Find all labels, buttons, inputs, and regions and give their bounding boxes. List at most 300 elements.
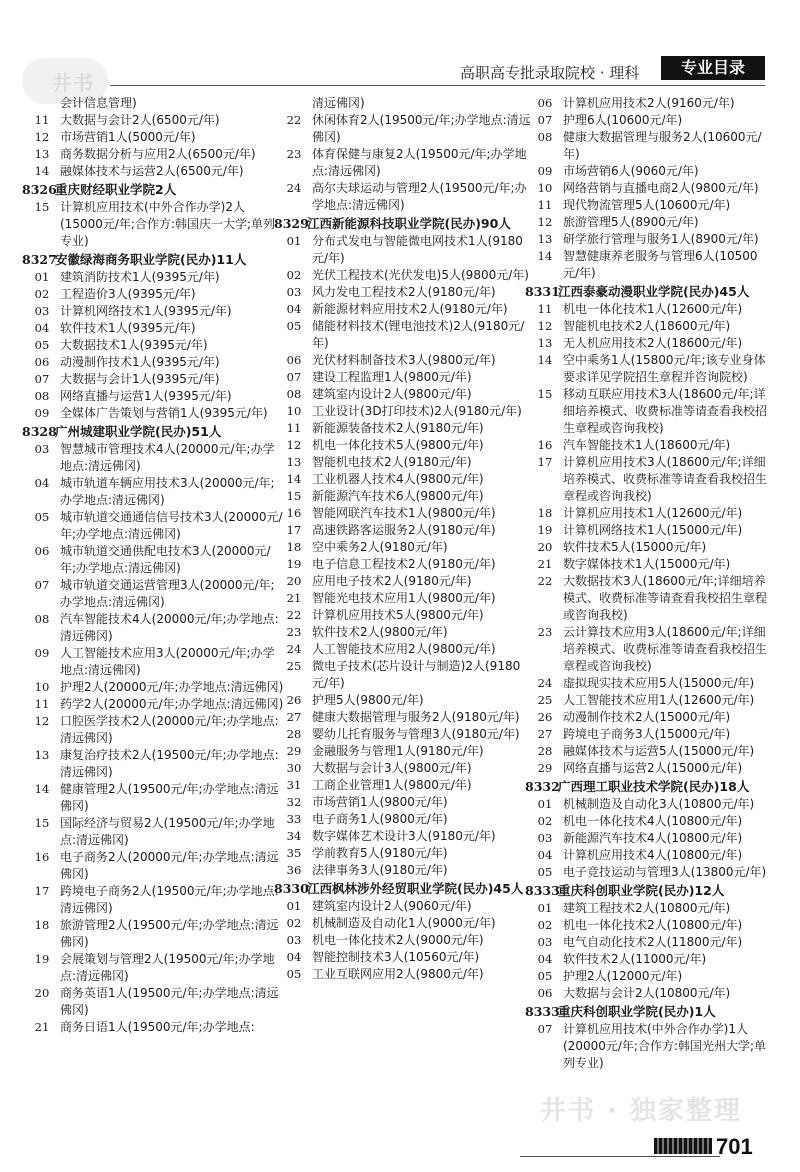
major-code: 13 bbox=[537, 336, 553, 350]
major-text: 应用电子技术2人(9180元/年) bbox=[312, 574, 472, 588]
major-code: 04 bbox=[34, 321, 50, 335]
major-entry bbox=[282, 658, 532, 692]
major-text: 商务日语1人(19500元/年;办学地点: bbox=[60, 1020, 255, 1034]
major-entry bbox=[30, 371, 285, 388]
major-text: 大数据与会计1人(9395元/年) bbox=[60, 372, 220, 386]
major-code: 12 bbox=[286, 438, 302, 452]
major-entry bbox=[533, 556, 773, 573]
major-text: 新能源装备技术2人(9180元/年) bbox=[312, 421, 484, 435]
school-name: 江西泰豪动漫职业学院(民办)45人 bbox=[558, 284, 750, 299]
major-text: 计算机网络技术1人(9395元/年) bbox=[60, 304, 232, 318]
major-text: 空中乘务1人(15800元/年;该专业身体要求详见学院招生章程并咨询院校) bbox=[563, 353, 766, 384]
major-code: 20 bbox=[537, 540, 553, 554]
major-entry bbox=[30, 781, 285, 815]
major-entry bbox=[30, 303, 285, 320]
major-code: 15 bbox=[286, 489, 302, 503]
major-text: 跨境电子商务3人(15000元/年) bbox=[563, 727, 731, 741]
major-entry bbox=[533, 743, 773, 760]
major-text: 智慧健康养老服务与管理6人(10500元/年) bbox=[563, 249, 758, 280]
major-entry bbox=[282, 471, 532, 488]
major-entry bbox=[533, 352, 773, 386]
major-entry bbox=[533, 197, 773, 214]
major-entry bbox=[282, 932, 532, 949]
major-code: 03 bbox=[34, 442, 50, 456]
major-text: 市场营销6人(9060元/年) bbox=[563, 164, 699, 178]
major-entry bbox=[30, 475, 285, 509]
major-code: 26 bbox=[537, 710, 553, 724]
major-text: 智能机电技术2人(9180元/年) bbox=[312, 455, 472, 469]
header-divider bbox=[110, 85, 765, 86]
major-code: 24 bbox=[286, 181, 302, 195]
major-entry bbox=[30, 747, 285, 781]
major-text: 大数据与会计2人(10800元/年) bbox=[563, 986, 731, 1000]
major-code: 08 bbox=[34, 389, 50, 403]
major-entry bbox=[533, 129, 773, 163]
major-code: 02 bbox=[537, 918, 553, 932]
major-text: 护理6人(10600元/年) bbox=[563, 113, 683, 127]
major-text: 健康大数据管理与服务2人(9180元/年) bbox=[312, 710, 520, 724]
major-code: 18 bbox=[537, 506, 553, 520]
school-code: 8327 bbox=[22, 252, 57, 267]
major-text: 法律事务3人(9180元/年) bbox=[312, 863, 448, 877]
major-code: 15 bbox=[537, 387, 553, 401]
major-text: 软件技术2人(9800元/年) bbox=[312, 625, 448, 639]
major-entry bbox=[282, 641, 532, 658]
major-entry bbox=[533, 180, 773, 197]
major-code: 08 bbox=[286, 387, 302, 401]
major-text: 微电子技术(芯片设计与制造)2人(9180元/年) bbox=[312, 659, 521, 690]
major-code: 06 bbox=[34, 355, 50, 369]
major-entry bbox=[30, 388, 285, 405]
school-name: 重庆科创职业学院(民办)1人 bbox=[558, 1004, 716, 1019]
major-text: 分布式发电与智能微电网技术1人(9180元/年) bbox=[312, 234, 523, 265]
major-code: 15 bbox=[34, 816, 50, 830]
major-entry bbox=[30, 199, 285, 250]
major-code: 30 bbox=[286, 761, 302, 775]
major-code: 22 bbox=[537, 574, 553, 588]
major-code: 35 bbox=[286, 846, 302, 860]
major-entry bbox=[282, 420, 532, 437]
major-code: 18 bbox=[34, 918, 50, 932]
major-text: 计算机应用技术(中外合作办学)1人(20000元/年;合作方:韩国光州大学;单列专业) bbox=[563, 1022, 767, 1070]
major-code: 01 bbox=[286, 899, 302, 913]
major-text: 口腔医学技术2人(20000元/年;办学地点:清远佛冈) bbox=[60, 714, 279, 745]
major-code: 05 bbox=[34, 510, 50, 524]
major-text: 智能网联汽车技术1人(9800元/年) bbox=[312, 506, 496, 520]
major-text: 护理2人(12000元/年) bbox=[563, 969, 683, 983]
major-entry bbox=[282, 949, 532, 966]
major-text: 建筑消防技术1人(9395元/年) bbox=[60, 270, 220, 284]
major-entry bbox=[533, 214, 773, 231]
major-text: 国际经济与贸易2人(19500元/年;办学地点:清远佛冈) bbox=[60, 816, 275, 847]
major-text: 城市轨道交通通信信号技术3人(20000元/年;办学地点:清远佛冈) bbox=[60, 510, 283, 541]
major-code: 06 bbox=[537, 96, 553, 110]
major-text: 云计算技术应用3人(18600元/年;详细培养模式、收费标准等请查看我校招生章程或咨询我校) bbox=[563, 625, 768, 673]
major-entry bbox=[30, 696, 285, 713]
school-heading bbox=[525, 283, 773, 301]
major-code: 11 bbox=[34, 113, 50, 127]
major-text: 动漫制作技术1人(9395元/年) bbox=[60, 355, 220, 369]
major-text: 康复治疗技术2人(19500元/年;办学地点:清远佛冈) bbox=[60, 748, 279, 779]
major-text: 计算机应用技术4人(10800元/年) bbox=[563, 848, 743, 862]
major-code: 19 bbox=[537, 523, 553, 537]
major-code: 13 bbox=[537, 232, 553, 246]
major-entry bbox=[533, 163, 773, 180]
school-code: 8333 bbox=[525, 1004, 560, 1019]
major-code: 05 bbox=[537, 865, 553, 879]
major-text: 计算机应用技术2人(9160元/年) bbox=[563, 96, 735, 110]
major-text: 休闲体育2人(19500元/年;办学地点:清远佛冈) bbox=[312, 113, 531, 144]
major-text: 人工智能技术应用3人(20000元/年;办学地点:清远佛冈) bbox=[60, 646, 275, 677]
major-code: 02 bbox=[286, 268, 302, 282]
major-code: 29 bbox=[537, 761, 553, 775]
major-entry bbox=[282, 556, 532, 573]
major-entry bbox=[282, 845, 532, 862]
major-code: 07 bbox=[34, 372, 50, 386]
major-text: 计算机应用技术5人(9800元/年) bbox=[312, 608, 484, 622]
major-text: 健康大数据管理与服务2人(10600元/年) bbox=[563, 130, 762, 161]
major-text: 智能控制技术3人(10560元/年) bbox=[312, 950, 480, 964]
major-code: 09 bbox=[537, 164, 553, 178]
major-entry bbox=[282, 369, 532, 386]
major-text: 汽车智能技术4人(20000元/年;办学地点:清远佛冈) bbox=[60, 612, 279, 643]
continued-text: 清远佛冈) bbox=[312, 96, 365, 110]
major-entry bbox=[30, 337, 285, 354]
major-code: 22 bbox=[286, 608, 302, 622]
major-code: 01 bbox=[286, 234, 302, 248]
major-code: 07 bbox=[537, 1022, 553, 1036]
major-text: 工业互联网应用2人(9800元/年) bbox=[312, 967, 484, 981]
major-text: 数字媒体技术1人(15000元/年) bbox=[563, 557, 731, 571]
major-code: 13 bbox=[34, 748, 50, 762]
major-entry bbox=[30, 985, 285, 1019]
major-text: 商务英语1人(19500元/年;办学地点:清远佛冈) bbox=[60, 986, 279, 1017]
major-text: 会展策划与管理2人(19500元/年;办学地点:清远佛冈) bbox=[60, 952, 275, 983]
major-entry bbox=[282, 624, 532, 641]
major-code: 21 bbox=[34, 1020, 50, 1034]
major-text: 护理5人(9800元/年) bbox=[312, 693, 424, 707]
major-code: 03 bbox=[286, 285, 302, 299]
major-entry bbox=[282, 915, 532, 932]
major-entry bbox=[533, 760, 773, 777]
school-name: 重庆科创职业学院(民办)12人 bbox=[558, 883, 725, 898]
major-entry bbox=[533, 95, 773, 112]
major-code: 02 bbox=[286, 916, 302, 930]
major-text: 建筑室内设计2人(9800元/年) bbox=[312, 387, 472, 401]
major-entry bbox=[533, 335, 773, 352]
school-code: 8330 bbox=[274, 881, 309, 896]
school-name: 安徽绿海商务职业学院(民办)11人 bbox=[55, 252, 247, 267]
major-text: 建筑室内设计2人(9060元/年) bbox=[312, 899, 472, 913]
major-entry bbox=[282, 573, 532, 590]
major-code: 04 bbox=[537, 848, 553, 862]
major-entry bbox=[30, 917, 285, 951]
major-code: 09 bbox=[34, 406, 50, 420]
major-code: 28 bbox=[537, 744, 553, 758]
major-text: 汽车智能技术1人(18600元/年) bbox=[563, 438, 731, 452]
major-text: 储能材料技术(锂电池技术)2人(9180元/年) bbox=[312, 319, 525, 350]
major-code: 12 bbox=[34, 130, 50, 144]
major-text: 电子商务1人(9800元/年) bbox=[312, 812, 448, 826]
major-entry bbox=[30, 679, 285, 696]
major-entry bbox=[533, 248, 773, 282]
major-code: 14 bbox=[537, 249, 553, 263]
school-heading bbox=[22, 251, 285, 269]
major-entry bbox=[533, 985, 773, 1002]
major-text: 融媒体技术与运营5人(15000元/年) bbox=[563, 744, 755, 758]
major-code: 20 bbox=[286, 574, 302, 588]
major-text: 动漫制作技术2人(15000元/年) bbox=[563, 710, 731, 724]
major-entry bbox=[30, 320, 285, 337]
major-code: 06 bbox=[34, 544, 50, 558]
major-entry bbox=[30, 129, 285, 146]
major-entry bbox=[30, 354, 285, 371]
major-entry bbox=[282, 301, 532, 318]
major-code: 07 bbox=[286, 370, 302, 384]
major-entry bbox=[282, 386, 532, 403]
major-code: 07 bbox=[537, 113, 553, 127]
major-text: 人工智能技术应用2人(9800元/年) bbox=[312, 642, 496, 656]
major-entry bbox=[533, 1021, 773, 1072]
major-entry bbox=[282, 488, 532, 505]
school-heading bbox=[22, 181, 285, 199]
major-code: 19 bbox=[34, 952, 50, 966]
major-text: 机电一体化技术2人(9000元/年) bbox=[312, 933, 484, 947]
school-name: 广西理工职业技术学院(民办)18人 bbox=[558, 779, 750, 794]
major-text: 虚拟现实技术应用5人(15000元/年) bbox=[563, 676, 755, 690]
major-code: 05 bbox=[537, 969, 553, 983]
major-text: 移动互联应用技术3人(18600元/年;详细培养模式、收费标准等请查看我校招生章程或咨询我校) bbox=[563, 387, 768, 435]
major-code: 08 bbox=[34, 612, 50, 626]
school-heading bbox=[274, 880, 532, 898]
major-code: 10 bbox=[286, 404, 302, 418]
major-code: 04 bbox=[34, 476, 50, 490]
major-code: 14 bbox=[34, 782, 50, 796]
major-code: 36 bbox=[286, 863, 302, 877]
major-code: 04 bbox=[286, 302, 302, 316]
major-code: 14 bbox=[286, 472, 302, 486]
major-text: 智能机电技术2人(18600元/年) bbox=[563, 319, 731, 333]
major-entry bbox=[282, 267, 532, 284]
footer-divider bbox=[520, 1156, 720, 1157]
major-code: 03 bbox=[537, 831, 553, 845]
major-entry bbox=[533, 454, 773, 505]
major-code: 22 bbox=[286, 113, 302, 127]
major-text: 健康管理2人(19500元/年;办学地点:清远佛冈) bbox=[60, 782, 279, 813]
major-text: 智慧城市管理技术4人(20000元/年;办学地点:清远佛冈) bbox=[60, 442, 275, 473]
major-code: 17 bbox=[537, 455, 553, 469]
major-entry bbox=[30, 815, 285, 849]
major-entry bbox=[30, 611, 285, 645]
major-code: 23 bbox=[286, 147, 302, 161]
major-entry bbox=[533, 624, 773, 675]
major-entry bbox=[30, 713, 285, 747]
column-right bbox=[525, 95, 773, 1072]
major-code: 06 bbox=[537, 986, 553, 1000]
school-code: 8329 bbox=[274, 216, 309, 231]
major-entry bbox=[282, 146, 532, 180]
major-text: 数字媒体艺术设计3人(9180元/年) bbox=[312, 829, 496, 843]
watermark-text: 井书 · 独家整理 bbox=[540, 1096, 742, 1126]
major-code: 09 bbox=[34, 646, 50, 660]
major-code: 20 bbox=[34, 986, 50, 1000]
major-text: 计算机应用技术(中外合作办学)2人(15000元/年;合作方:韩国庆一大学;单列专业) bbox=[60, 200, 276, 248]
major-text: 新能源材料应用技术2人(9180元/年) bbox=[312, 302, 508, 316]
major-code: 07 bbox=[34, 578, 50, 592]
footer-decoration bbox=[654, 1138, 712, 1154]
major-text: 新能源汽车技术6人(9800元/年) bbox=[312, 489, 484, 503]
major-entry bbox=[30, 543, 285, 577]
major-text: 大数据技术3人(18600元/年;详细培养模式、收费标准等请查看我校招生章程或咨询我校) bbox=[563, 574, 768, 622]
major-entry bbox=[533, 864, 773, 881]
major-code: 13 bbox=[286, 455, 302, 469]
major-text: 机电一体化技术5人(9800元/年) bbox=[312, 438, 484, 452]
major-text: 城市轨道车辆应用技术3人(20000元/年;办学地点:清远佛冈) bbox=[60, 476, 275, 507]
major-entry bbox=[282, 828, 532, 845]
major-text: 无人机应用技术2人(18600元/年) bbox=[563, 336, 743, 350]
major-code: 03 bbox=[286, 933, 302, 947]
major-text: 风力发电工程技术2人(9180元/年) bbox=[312, 285, 496, 299]
major-code: 33 bbox=[286, 812, 302, 826]
major-code: 25 bbox=[286, 659, 302, 673]
major-entry bbox=[282, 743, 532, 760]
school-name: 广州城建职业学院(民办)51人 bbox=[55, 424, 222, 439]
major-code: 10 bbox=[537, 181, 553, 195]
major-entry bbox=[282, 590, 532, 607]
school-code: 8333 bbox=[525, 883, 560, 898]
major-entry bbox=[30, 849, 285, 883]
school-name: 重庆财经职业学院2人 bbox=[55, 182, 177, 197]
major-code: 06 bbox=[286, 353, 302, 367]
major-code: 02 bbox=[537, 814, 553, 828]
major-text: 计算机应用技术3人(18600元/年;详细培养模式、收费标准等请查看我校招生章程或咨询我校) bbox=[563, 455, 768, 503]
major-text: 机电一体化技术4人(10800元/年) bbox=[563, 814, 743, 828]
major-text: 机电一体化技术1人(12600元/年) bbox=[563, 302, 743, 316]
major-entry bbox=[30, 269, 285, 286]
major-text: 网络直播与运营1人(9395元/年) bbox=[60, 389, 232, 403]
major-entry bbox=[30, 286, 285, 303]
major-entry bbox=[533, 813, 773, 830]
major-entry bbox=[30, 645, 285, 679]
major-text: 计算机应用技术1人(12600元/年) bbox=[563, 506, 743, 520]
major-code: 08 bbox=[537, 130, 553, 144]
major-text: 建筑工程技术2人(10800元/年) bbox=[563, 901, 731, 915]
major-text: 工程造价3人(9395元/年) bbox=[60, 287, 196, 301]
major-code: 11 bbox=[286, 421, 302, 435]
school-heading bbox=[525, 882, 773, 900]
major-text: 电子商务2人(20000元/年;办学地点:清远佛冈) bbox=[60, 850, 279, 881]
major-entry bbox=[282, 318, 532, 352]
major-entry bbox=[533, 692, 773, 709]
major-code: 01 bbox=[34, 270, 50, 284]
major-code: 23 bbox=[537, 625, 553, 639]
major-code: 32 bbox=[286, 795, 302, 809]
major-text: 研学旅行管理与服务1人(8900元/年) bbox=[563, 232, 759, 246]
major-code: 21 bbox=[286, 591, 302, 605]
major-code: 14 bbox=[537, 353, 553, 367]
major-text: 药学2人(20000元/年;办学地点:清远佛冈) bbox=[60, 697, 284, 711]
major-entry bbox=[282, 966, 532, 983]
major-entry bbox=[533, 675, 773, 692]
school-name: 江西枫林涉外经贸职业学院(民办)45人 bbox=[307, 881, 524, 896]
major-text: 电子竞技运动与管理3人(13800元/年) bbox=[563, 865, 767, 879]
major-text: 软件技术2人(11000元/年) bbox=[563, 952, 707, 966]
major-text: 网络直播与运营2人(15000元/年) bbox=[563, 761, 743, 775]
major-entry bbox=[533, 900, 773, 917]
major-entry bbox=[533, 934, 773, 951]
major-text: 高尔夫球运动与管理2人(19500元/年;办学地点:清远佛冈) bbox=[312, 181, 527, 212]
major-text: 现代物流管理5人(10600元/年) bbox=[563, 198, 731, 212]
major-entry bbox=[533, 573, 773, 624]
major-code: 03 bbox=[34, 304, 50, 318]
major-code: 23 bbox=[286, 625, 302, 639]
school-heading bbox=[525, 1003, 773, 1021]
major-entry bbox=[533, 968, 773, 985]
major-text: 网络营销与直播电商2人(9800元/年) bbox=[563, 181, 759, 195]
major-text: 融媒体技术与运营2人(6500元/年) bbox=[60, 164, 244, 178]
major-code: 02 bbox=[34, 287, 50, 301]
major-entry bbox=[533, 917, 773, 934]
major-entry bbox=[282, 862, 532, 879]
page-number: 701 bbox=[716, 1134, 753, 1159]
major-entry bbox=[30, 441, 285, 475]
major-code: 13 bbox=[34, 147, 50, 161]
major-code: 01 bbox=[537, 901, 553, 915]
running-header-title: 高职高专批录取院校 · 理科 bbox=[460, 64, 640, 82]
major-text: 光伏工程技术(光伏发电)5人(9800元/年) bbox=[312, 268, 529, 282]
major-text: 机械制造及自动化1人(9000元/年) bbox=[312, 916, 496, 930]
major-code: 04 bbox=[286, 950, 302, 964]
major-code: 27 bbox=[286, 710, 302, 724]
major-text: 体育保健与康复2人(19500元/年;办学地点:清远佛冈) bbox=[312, 147, 527, 178]
major-text: 学前教育5人(9180元/年) bbox=[312, 846, 448, 860]
major-code: 21 bbox=[537, 557, 553, 571]
major-text: 大数据与会计3人(9800元/年) bbox=[312, 761, 472, 775]
major-entry bbox=[282, 284, 532, 301]
major-code: 11 bbox=[537, 198, 553, 212]
major-text: 电子信息工程技术2人(9180元/年) bbox=[312, 557, 496, 571]
column-left bbox=[22, 95, 285, 1036]
major-text: 建设工程监理1人(9800元/年) bbox=[312, 370, 472, 384]
major-text: 空中乘务2人(9180元/年) bbox=[312, 540, 448, 554]
major-code: 27 bbox=[537, 727, 553, 741]
major-entry bbox=[533, 301, 773, 318]
major-text: 新能源汽车技术4人(10800元/年) bbox=[563, 831, 743, 845]
column-middle bbox=[274, 95, 532, 983]
major-entry bbox=[30, 146, 285, 163]
major-text: 全媒体广告策划与营销1人(9395元/年) bbox=[60, 406, 268, 420]
major-entry bbox=[30, 509, 285, 543]
major-text: 智能光电技术应用1人(9800元/年) bbox=[312, 591, 496, 605]
major-entry bbox=[30, 1019, 285, 1036]
major-code: 04 bbox=[537, 952, 553, 966]
major-code: 31 bbox=[286, 778, 302, 792]
logo-text: 井书 bbox=[52, 71, 94, 95]
school-heading bbox=[22, 423, 285, 441]
major-code: 18 bbox=[286, 540, 302, 554]
major-code: 12 bbox=[537, 319, 553, 333]
major-entry bbox=[282, 607, 532, 624]
school-code: 8326 bbox=[22, 182, 57, 197]
major-code: 14 bbox=[34, 164, 50, 178]
major-text: 市场营销1人(9800元/年) bbox=[312, 795, 448, 809]
section-tab: 专业目录 bbox=[661, 56, 765, 80]
major-code: 28 bbox=[286, 727, 302, 741]
major-code: 26 bbox=[286, 693, 302, 707]
major-code: 24 bbox=[286, 642, 302, 656]
major-entry bbox=[533, 522, 773, 539]
major-entry bbox=[533, 318, 773, 335]
